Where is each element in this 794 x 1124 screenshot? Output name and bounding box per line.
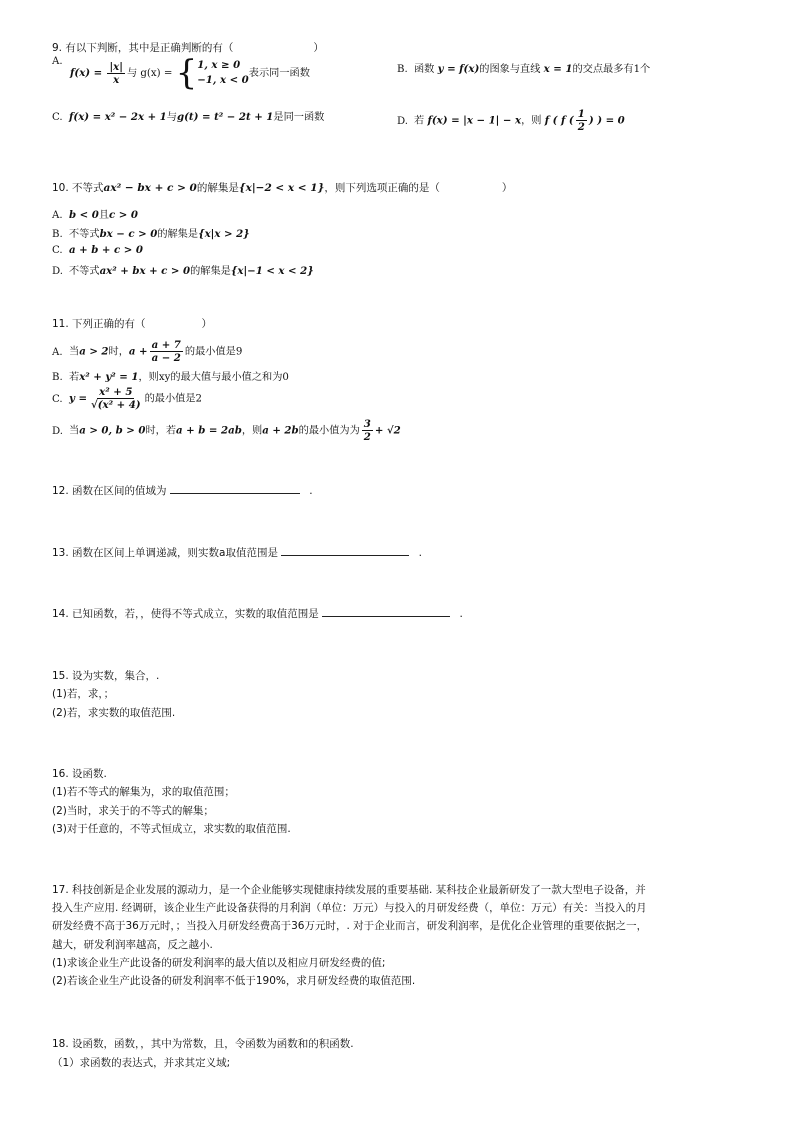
q18-stem: 18. 设函数，函数，，其中为常数，且，令函数为函数和的积函数. bbox=[52, 1038, 354, 1050]
q15-part-2: (2)若，求实数的取值范围. bbox=[52, 707, 176, 719]
q16-part-2: (2)当时，求关于的不等式的解集； bbox=[52, 805, 214, 817]
q17-line-3: 研发经费不高于36万元时，；当投入月研发经费高于36万元时，. 对于企业而言，研发利润率，是优化企业管理的重要依据之一， bbox=[52, 920, 648, 932]
q17-line-4: 越大，研发利润率越高，反之越小. bbox=[52, 939, 213, 951]
q12-stem: 12. 函数在区间的值域为 . bbox=[52, 485, 313, 497]
q10-option-b: B. 不等式bx − c > 0的解集是{x|x > 2} bbox=[52, 228, 250, 240]
q9-option-c: C. f(x) = x² − 2x + 1与g(t) = t² − 2t + 1是同一函数 bbox=[52, 111, 325, 123]
answer-blank[interactable] bbox=[281, 545, 409, 556]
q15-stem: 15. 设为实数，集合，. bbox=[52, 670, 160, 682]
q11-option-c: C. y = $\frac{\text{x² + 5}}{\text{√(x² + 4)}}$ 的最小值是2 bbox=[52, 386, 203, 411]
q11-stem: 11. 下列正确的有（ ） bbox=[52, 318, 213, 330]
q10-option-d: D. 不等式ax² + bx + c > 0的解集是{x|−1 < x < 2} bbox=[52, 265, 314, 277]
piecewise-cases: 1, x ≥ 0 −1, x < 0 bbox=[197, 59, 249, 86]
q9-option-a-body: f(x) = $\frac{|x|}{x}$ 与 g(x) = { 1, x ≥ 0 −1, x < 0 表示同一函数 bbox=[70, 53, 310, 93]
q10-stem: 10. 不等式ax² − bx + c > 0的解集是{x|−2 < x < 1}，则下列选项正确的是（ ） bbox=[52, 182, 513, 194]
answer-blank[interactable] bbox=[170, 483, 300, 494]
q16-part-1: (1)若不等式的解集为，求的取值范围； bbox=[52, 786, 235, 798]
q14-stem: 14. 已知函数，若，，使得不等式成立，实数的取值范围是 . bbox=[52, 608, 463, 620]
q15-part-1: (1)若，求，； bbox=[52, 688, 115, 700]
q9-option-a: A. bbox=[52, 56, 63, 67]
q16-stem: 16. 设函数. bbox=[52, 768, 107, 780]
left-brace: { bbox=[175, 53, 198, 93]
q11-option-a: A. 当a > 2时，a + $\frac{a + 7}{a - 2}$ 的最小值是9 bbox=[52, 339, 243, 364]
answer-blank[interactable] bbox=[322, 606, 450, 617]
q9-stem: 9. 有以下判断，其中是正确判断的有（ ） bbox=[52, 42, 324, 54]
q17-part-1: (1)求该企业生产此设备的研发利润率的最大值以及相应月研发经费的值; bbox=[52, 957, 386, 969]
q18-part-1: （1）求函数的表达式，并求其定义域; bbox=[52, 1057, 231, 1069]
q17-line-2: 投入生产应用. 经调研，该企业生产此设备获得的月利润（单位：万元）与投入的月研发经费（，单位：万元）有关：当投入的月 bbox=[52, 902, 647, 914]
q10-option-c: C. a + b + c > 0 bbox=[52, 244, 143, 256]
q13-stem: 13. 函数在区间上单调递减，则实数a取值范围是 . bbox=[52, 547, 423, 559]
q9-option-d: D. 若 f(x) = |x − 1| − x，则 f ( f ( $\frac{1}{2}$ ) ) = 0 bbox=[397, 108, 625, 133]
q11-option-d: D. 当a > 0, b > 0时，若a + b = 2ab，则a + 2b的最小值为为 $\frac{3}{2}$ + √2 bbox=[52, 418, 401, 443]
q9-option-b: B. 函数 y = f(x)的图象与直线 x = 1的交点最多有1个 bbox=[397, 63, 651, 75]
q11-option-b: B. 若x² + y² = 1，则xy的最大值与最小值之和为0 bbox=[52, 371, 289, 383]
q17-line-1: 17. 科技创新是企业发展的源动力，是一个企业能够实现健康持续发展的重要基础. 某科技企业最新研发了一款大型电子设备，并 bbox=[52, 884, 646, 896]
q17-part-2: (2)若该企业生产此设备的研发利润率不低于190%，求月研发经费的取值范围. bbox=[52, 975, 416, 987]
q16-part-3: (3)对于任意的，不等式恒成立，求实数的取值范围. bbox=[52, 823, 291, 835]
q10-option-a: A. b < 0且c > 0 bbox=[52, 209, 138, 221]
